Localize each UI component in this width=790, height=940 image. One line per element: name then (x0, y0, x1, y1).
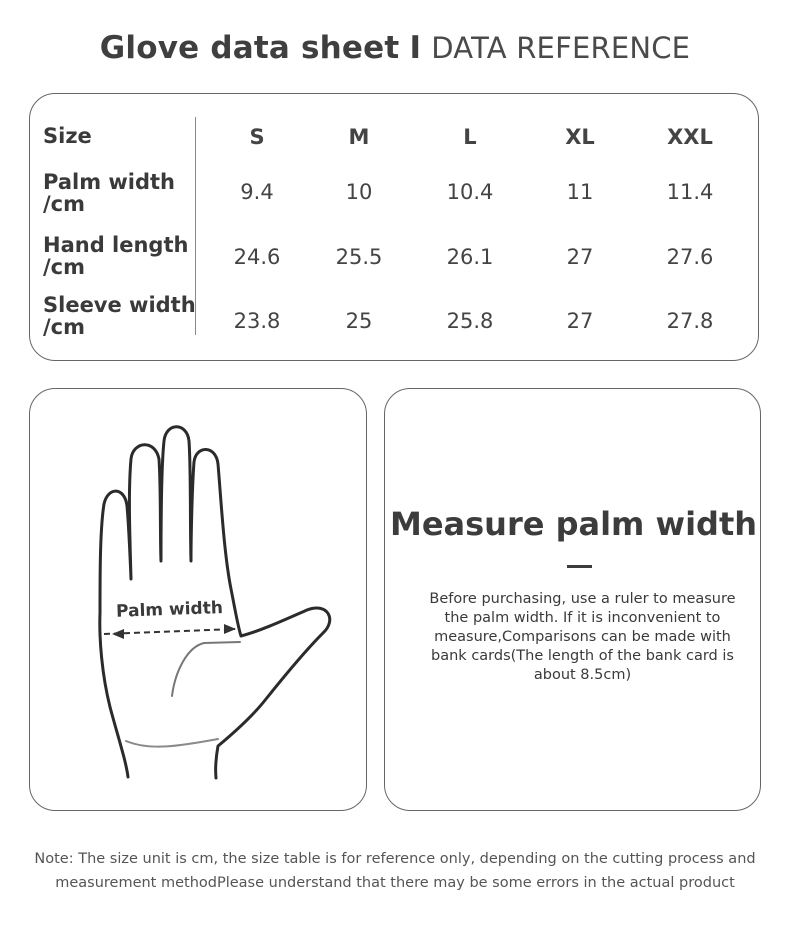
row-label-line: Hand length (43, 233, 189, 257)
column-header-xl: XL (565, 125, 595, 149)
column-header-l: L (463, 125, 477, 149)
table-cell: 25.5 (335, 245, 383, 269)
footnote: Note: The size unit is cm, the size table is for reference only, depending on the cutting process and measurement methodPlease understand that there may be some errors in the actual product (34, 851, 756, 891)
title-separator: I (409, 30, 422, 66)
size-header-label: Size (43, 124, 92, 148)
column-header-xxl: XXL (667, 125, 713, 149)
measure-description: Before purchasing, use a ruler to measure the palm width. If it is inconvenient to measure,Comparisons can be made with bank cards(The length of the bank card is about 8.5cm) (429, 591, 736, 683)
arrow-right-icon (224, 624, 236, 634)
size-table (29, 93, 759, 361)
row-label-hand-length (43, 234, 188, 278)
table-cell: 10.4 (446, 180, 494, 204)
table-cell: 27.8 (666, 309, 714, 333)
title-underline (567, 565, 592, 568)
wrist-line (126, 739, 218, 747)
row-label-line: Palm width (43, 170, 176, 194)
measure-info-card (384, 388, 761, 811)
table-cell: 27.6 (666, 245, 714, 269)
table-cell: 11.4 (666, 180, 714, 204)
page-title (0, 30, 790, 66)
column-header-m: M (348, 125, 370, 149)
row-label-sleeve-width (43, 294, 196, 338)
hand-illustration-card (29, 388, 367, 811)
column-header-s: S (249, 125, 265, 149)
measure-title: Measure palm width (389, 505, 758, 543)
arrow-left-icon (112, 629, 124, 639)
row-label-unit: /cm (43, 192, 85, 216)
hand-outline-icon (30, 389, 368, 812)
row-label-palm-width (43, 171, 175, 215)
title-main: Glove data sheet (99, 30, 400, 66)
table-cell: 27 (566, 309, 594, 333)
title-subtitle: DATA REFERENCE (431, 31, 691, 65)
table-cell: 25.8 (446, 309, 494, 333)
row-label-unit: /cm (43, 315, 85, 339)
table-cell: 23.8 (233, 309, 281, 333)
row-label-unit: /cm (43, 255, 85, 279)
row-label-line: Sleeve width (43, 293, 196, 317)
table-cell: 25 (345, 309, 373, 333)
thumb-crease (172, 642, 240, 696)
table-cell: 26.1 (446, 245, 494, 269)
table-cell: 9.4 (240, 180, 274, 204)
table-cell: 27 (566, 245, 594, 269)
palm-width-label: Palm width (115, 598, 224, 622)
table-cell: 11 (566, 180, 594, 204)
table-cell: 24.6 (233, 245, 281, 269)
table-cell: 10 (345, 180, 373, 204)
